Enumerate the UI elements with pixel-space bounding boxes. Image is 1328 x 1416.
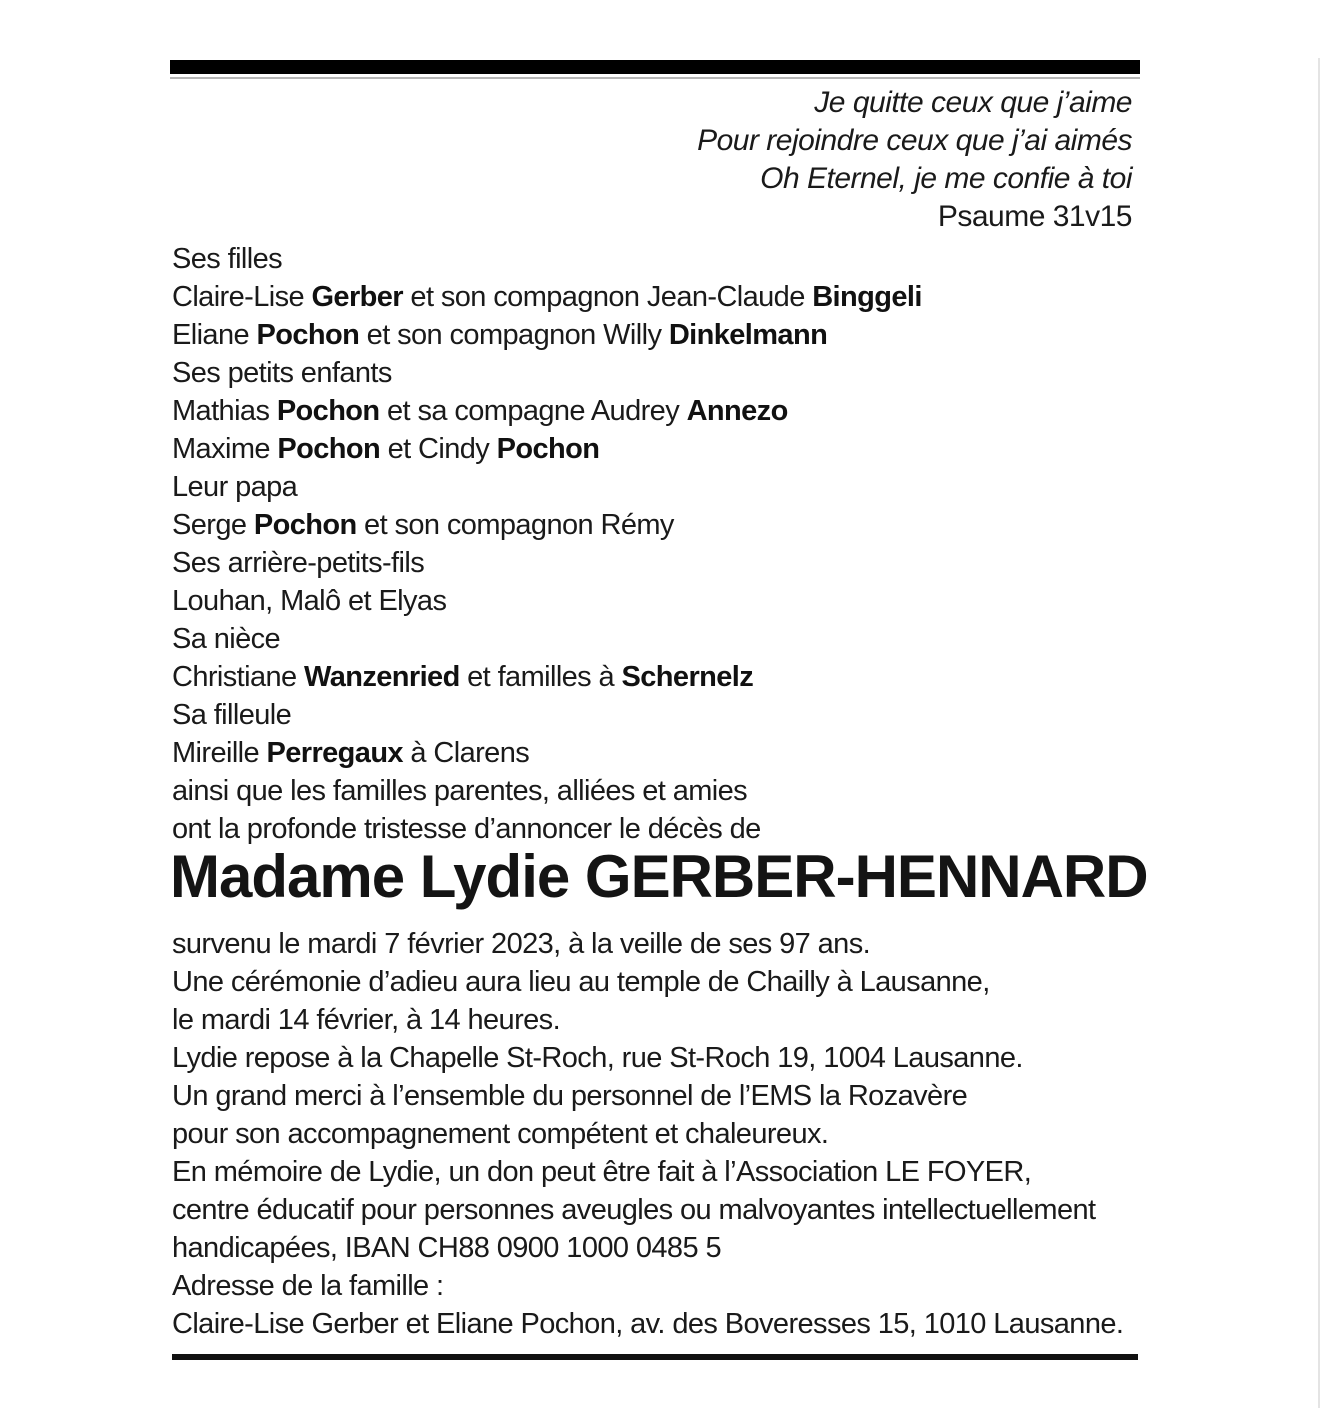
family-surname-bold: Pochon xyxy=(253,509,357,541)
body-line: centre éducatif pour personnes aveugles ou malvoyantes intellectuellement xyxy=(172,1194,1096,1226)
family-surname-bold: Binggeli xyxy=(812,281,922,313)
family-line xyxy=(172,278,1172,316)
family-text: Serge xyxy=(172,509,254,541)
family-text: ainsi que les familles parentes, alliées et amies xyxy=(172,775,748,807)
family-text: et Cindy xyxy=(380,433,497,465)
family-text: Ses petits enfants xyxy=(172,357,392,389)
family-surname-bold: Pochon xyxy=(496,433,600,465)
family-text: ont la profonde tristesse d’annoncer le décès de xyxy=(172,813,761,845)
family-text: et familles à xyxy=(459,661,622,693)
family-surname-bold: Pochon xyxy=(256,319,360,351)
family-text: Sa nièce xyxy=(172,623,281,655)
scan-edge-line xyxy=(1318,58,1320,1408)
top-rule-scan-shadow xyxy=(170,77,1140,79)
family-text: Mireille xyxy=(172,737,267,769)
body-line: le mardi 14 février, à 14 heures. xyxy=(172,1004,561,1036)
family-text: Mathias xyxy=(172,395,277,427)
family-text: Christiane xyxy=(172,661,305,693)
family-text: Eliane xyxy=(172,319,257,351)
body-line: Adresse de la famille : xyxy=(172,1270,444,1302)
epigraph-attribution: Psaume 31v15 xyxy=(937,200,1132,233)
announcement-body xyxy=(172,925,1182,1343)
body-line: Claire-Lise Gerber et Eliane Pochon, av. des Boveresses 15, 1010 Lausanne. xyxy=(172,1308,1124,1340)
family-surname-bold: Pochon xyxy=(276,395,380,427)
family-surname-bold: Perregaux xyxy=(266,737,403,769)
family-text: Maxime xyxy=(172,433,278,465)
family-line xyxy=(172,696,1172,734)
family-surname-bold: Wanzenried xyxy=(304,661,460,693)
epigraph-line: Oh Eternel, je me confie à toi xyxy=(760,162,1132,195)
family-text: Louhan, Malô et Elyas xyxy=(172,585,447,617)
family-line xyxy=(172,658,1172,696)
family-line xyxy=(172,354,1172,392)
family-text: et son compagnon Jean-Claude xyxy=(402,281,813,313)
body-line: pour son accompagnement compétent et chaleureux. xyxy=(172,1118,829,1150)
family-list xyxy=(172,240,1172,848)
body-line: Une cérémonie d’adieu aura lieu au temple de Chailly à Lausanne, xyxy=(172,966,990,998)
epigraph-line: Je quitte ceux que j’aime xyxy=(814,86,1132,119)
family-surname-bold: Dinkelmann xyxy=(668,319,828,351)
body-line: Lydie repose à la Chapelle St-Roch, rue St-Roch 19, 1004 Lausanne. xyxy=(172,1042,1023,1074)
family-line xyxy=(172,392,1172,430)
family-surname-bold: Pochon xyxy=(277,433,381,465)
family-surname-bold: Annezo xyxy=(686,395,788,427)
family-line xyxy=(172,316,1172,354)
family-text: et son compagnon Willy xyxy=(359,319,669,351)
body-line: En mémoire de Lydie, un don peut être fait à l’Association LE FOYER, xyxy=(172,1156,1032,1188)
body-line: handicapées, IBAN CH88 0900 1000 0485 5 xyxy=(172,1232,721,1264)
family-surname-bold: Gerber xyxy=(311,281,403,313)
family-line xyxy=(172,582,1172,620)
family-line xyxy=(172,620,1172,658)
family-line xyxy=(172,734,1172,772)
bottom-rule xyxy=(172,1354,1138,1360)
family-text: Claire-Lise xyxy=(172,281,312,313)
top-rule xyxy=(170,60,1140,74)
epigraph-quote xyxy=(697,84,1132,236)
family-text: Ses arrière-petits-fils xyxy=(172,547,425,579)
family-line xyxy=(172,430,1172,468)
epigraph-line: Pour rejoindre ceux que j’ai aimés xyxy=(697,124,1132,157)
family-text: et son compagnon Rémy xyxy=(356,509,674,541)
family-line xyxy=(172,544,1172,582)
family-text: Sa filleule xyxy=(172,699,292,731)
family-line xyxy=(172,240,1172,278)
family-surname-bold: Schernelz xyxy=(621,661,754,693)
body-line: survenu le mardi 7 février 2023, à la veille de ses 97 ans. xyxy=(172,928,871,960)
family-line xyxy=(172,772,1172,810)
family-text: et sa compagne Audrey xyxy=(379,395,687,427)
epigraph-lines xyxy=(697,84,1132,198)
family-line xyxy=(172,468,1172,506)
body-line: Un grand merci à l’ensemble du personnel de l’EMS la Rozavère xyxy=(172,1080,968,1112)
family-text: Leur papa xyxy=(172,471,298,503)
family-text: Ses filles xyxy=(172,243,283,275)
family-text: à Clarens xyxy=(402,737,530,769)
family-line xyxy=(172,506,1172,544)
deceased-name-title: Madame Lydie GERBER-HENNARD xyxy=(170,843,1148,910)
